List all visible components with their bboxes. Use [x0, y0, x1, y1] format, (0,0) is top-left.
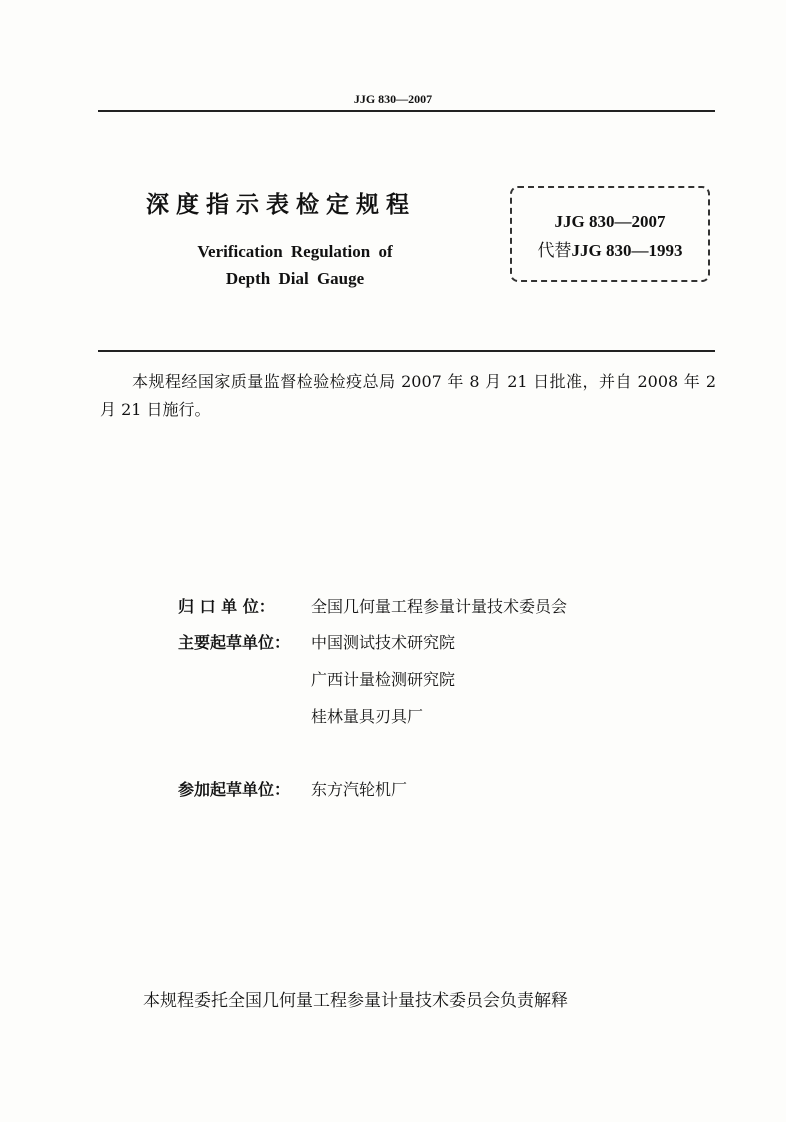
guikou-label: 归 口 单 位：	[178, 597, 275, 616]
approval-paragraph: 本规程经国家质量监督检验检疫总局 2007 年 8 月 21 日批准，并自 2008 年 2 月 21 日施行。	[100, 372, 716, 419]
zhuyao-label: 主要起草单位：	[178, 633, 291, 652]
replaces-prefix: 代替	[537, 241, 572, 260]
unit-row-guikou	[178, 594, 567, 617]
standard-code-box	[510, 186, 710, 282]
canjia-label: 参加起草单位：	[178, 780, 291, 799]
code-box-replaces	[512, 236, 708, 261]
title-english-line1: Verification Regulation of	[197, 242, 393, 261]
replaces-code: JJG 830—1993	[571, 241, 683, 260]
unit-row-zhuyao-3	[178, 704, 423, 727]
guikou-value: 全国几何量工程参量计量技术委员会	[311, 597, 568, 616]
zhuyao-value-2: 广西计量检测研究院	[311, 670, 456, 689]
unit-row-zhuyao	[178, 630, 455, 653]
canjia-value: 东方汽轮机厂	[311, 780, 408, 799]
header-standard-code: JJG 830—2007	[353, 92, 433, 106]
interpretation-note: 本规程委托全国几何量工程参量计量技术委员会负责解释	[143, 991, 568, 1011]
title-chinese: 深度指示表检定规程	[146, 192, 416, 218]
zhuyao-value-3: 桂林量具刃具厂	[311, 707, 424, 726]
section-rule	[98, 350, 715, 352]
title-english-line2: Depth Dial Gauge	[225, 269, 365, 288]
unit-row-zhuyao-2	[178, 667, 455, 690]
code-box-code: JJG 830—2007	[554, 212, 666, 231]
header-rule	[98, 110, 715, 112]
zhuyao-value-1: 中国测试技术研究院	[311, 633, 456, 652]
unit-row-canjia	[178, 777, 407, 800]
